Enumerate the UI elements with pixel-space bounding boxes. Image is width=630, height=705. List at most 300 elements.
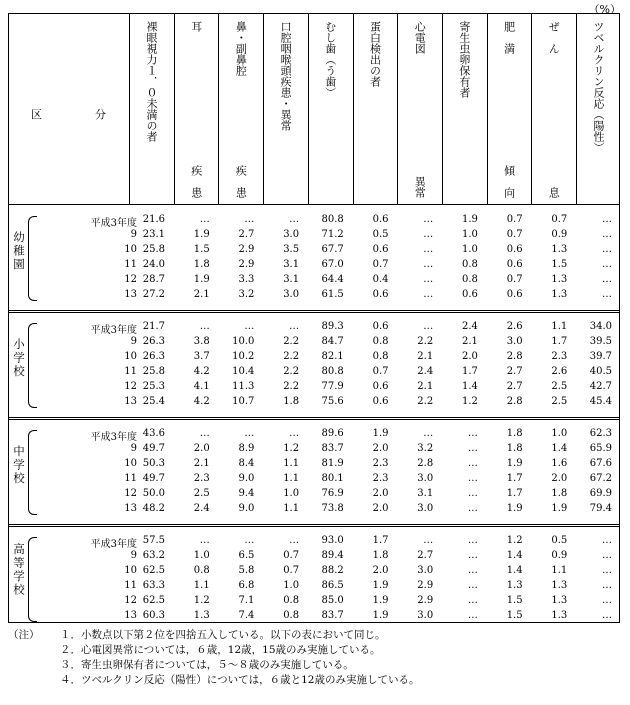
cell: 49.7 <box>142 443 165 454</box>
cell: 2.8 <box>506 396 523 407</box>
cell: … <box>467 443 478 454</box>
cell: … <box>244 535 255 546</box>
cell: 2.3 <box>372 458 389 469</box>
cell: 40.5 <box>589 366 612 377</box>
cell: 0.7 <box>372 259 389 270</box>
cell: 0.7 <box>506 229 523 240</box>
cell: 2.7 <box>417 550 434 561</box>
cell: … <box>602 535 612 546</box>
cell: 1.1 <box>551 565 568 576</box>
cell: 2.4 <box>417 366 434 377</box>
section-rule <box>9 310 619 313</box>
cell: … <box>467 473 478 484</box>
cell: 21.7 <box>142 321 165 332</box>
cell: 3.2 <box>238 289 255 300</box>
cell: 82.1 <box>321 351 344 362</box>
cell: 1.3 <box>506 580 523 591</box>
column-header-1: 裸眼視力１．０未満の者 <box>145 21 158 142</box>
cell: 27.2 <box>142 289 165 300</box>
column-header-6: 蛋白検出の者 <box>368 21 382 87</box>
cell: 0.6 <box>372 396 389 407</box>
cell: 21.6 <box>142 214 165 225</box>
cell: … <box>244 321 255 332</box>
row-year: 10 <box>124 351 137 362</box>
column-header-5: むし歯（う歯） <box>323 21 337 98</box>
cell: 79.4 <box>589 503 612 514</box>
table-row <box>9 458 621 473</box>
cell: 0.9 <box>551 229 568 240</box>
table-row <box>9 229 621 244</box>
cell: 1.7 <box>506 488 523 499</box>
cell: 83.7 <box>321 443 344 454</box>
cell: 2.2 <box>417 336 434 347</box>
cell: 2.0 <box>372 565 389 576</box>
cell: 1.3 <box>551 274 568 285</box>
cell: 0.8 <box>461 274 478 285</box>
row-year: 12 <box>124 488 137 499</box>
row-year: 9 <box>130 443 137 454</box>
cell: 62.3 <box>589 428 612 439</box>
cell: … <box>602 289 612 300</box>
cell: 2.8 <box>417 458 434 469</box>
cell: 1.0 <box>283 580 300 591</box>
cell: 67.7 <box>321 244 344 255</box>
row-year: 9 <box>130 550 137 561</box>
cell: … <box>423 274 434 285</box>
cell: 0.7 <box>551 214 568 225</box>
cell: 2.6 <box>506 321 523 332</box>
cell: 1.1 <box>283 503 300 514</box>
cell: 39.5 <box>589 336 612 347</box>
cell: 86.5 <box>321 580 344 591</box>
header-divider <box>442 14 443 204</box>
row-year: 13 <box>124 289 137 300</box>
cell: 1.7 <box>551 336 568 347</box>
cell: … <box>602 595 612 606</box>
cell: 10.0 <box>232 336 255 347</box>
row-year: 平成3年度 <box>90 539 137 550</box>
cell: 1.8 <box>372 550 389 561</box>
cell: 2.2 <box>283 381 300 392</box>
cell: 2.7 <box>506 366 523 377</box>
cell: 1.9 <box>506 503 523 514</box>
cell: 1.8 <box>506 443 523 454</box>
column-header-11: ツベルクリン反応（陽性） <box>592 21 605 153</box>
cell: 0.6 <box>372 321 389 332</box>
cell: 8.4 <box>238 458 255 469</box>
cell: 1.9 <box>372 595 389 606</box>
cell: … <box>289 321 300 332</box>
cell: … <box>467 503 478 514</box>
cell: 67.6 <box>589 458 612 469</box>
cell: 3.0 <box>417 610 434 621</box>
cell: 2.4 <box>193 503 210 514</box>
cell: 2.7 <box>506 381 523 392</box>
cell: 6.8 <box>238 580 255 591</box>
note-item: １．小数点以下第２位を四捨五入している。以下の表において同じ。 <box>60 629 386 641</box>
table-row <box>9 473 621 488</box>
cell: 1.5 <box>506 595 523 606</box>
cell: 1.9 <box>506 458 523 469</box>
header-divider <box>263 14 264 204</box>
cell: … <box>602 259 612 270</box>
cell: 65.9 <box>589 443 612 454</box>
cell: 1.5 <box>193 244 210 255</box>
section-rule <box>9 524 619 527</box>
cell: 2.0 <box>372 443 389 454</box>
cell: … <box>423 535 434 546</box>
column-header-4: 口腔咽喉頭疾患・異常 <box>279 21 293 131</box>
cell: 75.6 <box>321 396 344 407</box>
column-header-8: 寄生虫卵保有者 <box>457 21 471 98</box>
cell: 2.4 <box>461 321 478 332</box>
kubun-char-2: 分 <box>95 108 106 121</box>
table-row <box>9 565 621 580</box>
cell: 2.5 <box>193 488 210 499</box>
cell: 10.4 <box>232 366 255 377</box>
cell: 9.0 <box>238 473 255 484</box>
cell: 10.7 <box>232 396 255 407</box>
cell: 1.4 <box>461 381 478 392</box>
header-divider <box>353 14 354 204</box>
cell: 1.2 <box>506 535 523 546</box>
cell: 0.6 <box>506 244 523 255</box>
cell: 1.9 <box>372 580 389 591</box>
cell: 43.6 <box>142 428 165 439</box>
cell: 80.1 <box>321 473 344 484</box>
cell: 1.0 <box>283 488 300 499</box>
cell: 2.1 <box>193 289 210 300</box>
cell: 3.7 <box>193 351 210 362</box>
row-year: 10 <box>124 244 137 255</box>
row-year: 12 <box>124 381 137 392</box>
cell: 9.4 <box>238 488 255 499</box>
cell: 1.4 <box>551 443 568 454</box>
cell: 0.5 <box>372 229 389 240</box>
cell: 1.9 <box>193 229 210 240</box>
cell: 4.1 <box>193 381 210 392</box>
cell: 1.9 <box>372 428 389 439</box>
cell: … <box>199 321 210 332</box>
column-header-2: 耳 <box>189 21 203 32</box>
cell: … <box>199 214 210 225</box>
cell: 1.2 <box>461 396 478 407</box>
cell: 3.0 <box>417 565 434 576</box>
cell: 2.2 <box>283 336 300 347</box>
cell: … <box>199 535 210 546</box>
table-row <box>9 244 621 259</box>
column-header-7-sub: 異常 <box>413 176 427 198</box>
table-row <box>9 366 621 381</box>
cell: 1.7 <box>506 473 523 484</box>
column-header-2-sub: 疾 患 <box>189 165 203 198</box>
cell: 39.7 <box>589 351 612 362</box>
row-year: 9 <box>130 229 137 240</box>
cell: 24.0 <box>142 259 165 270</box>
cell: 2.0 <box>551 473 568 484</box>
cell: 28.7 <box>142 274 165 285</box>
cell: 2.0 <box>461 351 478 362</box>
cell: 1.3 <box>551 595 568 606</box>
cell: 1.9 <box>551 503 568 514</box>
cell: 2.9 <box>238 259 255 270</box>
cell: … <box>467 428 478 439</box>
section-label: 小学校 <box>12 337 26 378</box>
cell: 1.1 <box>283 458 300 469</box>
cell: 4.2 <box>193 366 210 377</box>
cell: 1.7 <box>461 366 478 377</box>
cell: 1.2 <box>193 595 210 606</box>
cell: 49.7 <box>142 473 165 484</box>
cell: 7.1 <box>238 595 255 606</box>
cell: 57.5 <box>142 535 165 546</box>
cell: 67.2 <box>589 473 612 484</box>
table-row <box>9 443 621 458</box>
cell: 25.3 <box>142 381 165 392</box>
cell: 0.6 <box>372 289 389 300</box>
section-label: 中学校 <box>12 444 26 485</box>
cell: 2.0 <box>372 488 389 499</box>
cell: 1.8 <box>283 396 300 407</box>
cell: 0.7 <box>506 214 523 225</box>
row-year: 11 <box>124 580 137 591</box>
cell: … <box>602 229 612 240</box>
cell: 2.2 <box>283 351 300 362</box>
cell: … <box>467 550 478 561</box>
cell: 1.4 <box>506 565 523 576</box>
cell: 50.3 <box>142 458 165 469</box>
cell: … <box>602 565 612 576</box>
cell: 3.1 <box>283 259 300 270</box>
cell: 2.2 <box>417 396 434 407</box>
header-divider <box>308 14 309 204</box>
table-row <box>9 396 621 411</box>
header-divider <box>218 14 219 204</box>
cell: 50.0 <box>142 488 165 499</box>
cell: 0.6 <box>506 259 523 270</box>
section-label: 幼稚園 <box>12 230 26 271</box>
cell: 2.6 <box>551 366 568 377</box>
cell: 1.7 <box>372 535 389 546</box>
cell: 23.1 <box>142 229 165 240</box>
cell: 4.2 <box>193 396 210 407</box>
cell: 1.1 <box>283 473 300 484</box>
cell: 3.2 <box>417 443 434 454</box>
cell: 26.3 <box>142 351 165 362</box>
column-header-10: ぜ ん <box>547 21 561 54</box>
row-year: 13 <box>124 503 137 514</box>
cell: 2.0 <box>193 443 210 454</box>
table-row <box>9 214 621 229</box>
cell: 0.6 <box>461 289 478 300</box>
cell: 0.7 <box>283 565 300 576</box>
cell: 85.0 <box>321 595 344 606</box>
cell: … <box>423 214 434 225</box>
cell: 1.1 <box>193 580 210 591</box>
table-row <box>9 381 621 396</box>
cell: 62.5 <box>142 565 165 576</box>
cell: 3.0 <box>506 336 523 347</box>
cell: … <box>467 458 478 469</box>
table-row <box>9 595 621 610</box>
cell: 2.1 <box>417 351 434 362</box>
column-header-9-sub: 傾 向 <box>502 165 516 198</box>
row-year: 平成3年度 <box>90 218 137 229</box>
cell: 63.2 <box>142 550 165 561</box>
cell: … <box>199 428 210 439</box>
cell: 84.7 <box>321 336 344 347</box>
header-divider <box>531 14 532 204</box>
cell: … <box>423 259 434 270</box>
cell: 0.7 <box>506 274 523 285</box>
cell: 2.0 <box>372 503 389 514</box>
cell: … <box>467 580 478 591</box>
cell: 0.8 <box>283 610 300 621</box>
cell: 1.5 <box>506 610 523 621</box>
cell: 81.9 <box>321 458 344 469</box>
row-year: 11 <box>124 259 137 270</box>
cell: 80.8 <box>321 366 344 377</box>
cell: 1.9 <box>461 214 478 225</box>
cell: 0.8 <box>372 336 389 347</box>
cell: 1.2 <box>283 443 300 454</box>
cell: 2.1 <box>461 336 478 347</box>
cell: 1.3 <box>193 610 210 621</box>
section-rule <box>9 204 619 205</box>
cell: 9.0 <box>238 503 255 514</box>
cell: … <box>467 565 478 576</box>
cell: 3.5 <box>283 244 300 255</box>
cell: … <box>467 535 478 546</box>
cell: … <box>244 428 255 439</box>
table-row <box>9 259 621 274</box>
cell: … <box>602 274 612 285</box>
table-row <box>9 351 621 366</box>
cell: … <box>467 610 478 621</box>
cell: … <box>289 214 300 225</box>
cell: 3.3 <box>238 274 255 285</box>
table-row <box>9 289 621 304</box>
cell: 89.6 <box>321 428 344 439</box>
cell: … <box>602 550 612 561</box>
cell: 1.5 <box>551 259 568 270</box>
cell: 7.4 <box>238 610 255 621</box>
cell: 0.6 <box>372 381 389 392</box>
row-year: 9 <box>130 336 137 347</box>
cell: 48.2 <box>142 503 165 514</box>
section-label: 高等学校 <box>12 542 26 597</box>
header-divider <box>129 14 130 204</box>
cell: 2.3 <box>551 351 568 362</box>
cell: 1.3 <box>551 580 568 591</box>
row-year: 11 <box>124 473 137 484</box>
cell: … <box>423 321 434 332</box>
row-year: 11 <box>124 366 137 377</box>
cell: 5.8 <box>238 565 255 576</box>
cell: 80.8 <box>321 214 344 225</box>
cell: 89.3 <box>321 321 344 332</box>
cell: … <box>467 488 478 499</box>
cell: 3.8 <box>193 336 210 347</box>
table-row <box>9 610 621 625</box>
cell: 0.7 <box>283 550 300 561</box>
table-row <box>9 428 621 443</box>
cell: 61.5 <box>321 289 344 300</box>
cell: 1.3 <box>551 244 568 255</box>
cell: 1.8 <box>193 259 210 270</box>
cell: 77.9 <box>321 381 344 392</box>
cell: … <box>423 289 434 300</box>
cell: 10.2 <box>232 351 255 362</box>
column-header-9: 肥 満 <box>502 21 516 54</box>
table-row <box>9 550 621 565</box>
cell: 25.4 <box>142 396 165 407</box>
cell: 1.0 <box>551 428 568 439</box>
row-year: 10 <box>124 565 137 576</box>
header-divider <box>397 14 398 204</box>
cell: 2.1 <box>193 458 210 469</box>
row-year: 13 <box>124 610 137 621</box>
cell: 3.0 <box>283 289 300 300</box>
cell: … <box>423 428 434 439</box>
cell: 2.5 <box>551 396 568 407</box>
row-year: 12 <box>124 274 137 285</box>
cell: 2.1 <box>417 381 434 392</box>
cell: 2.3 <box>372 473 389 484</box>
cell: … <box>602 580 612 591</box>
kubun-char-1: 区 <box>31 108 42 121</box>
cell: 0.4 <box>372 274 389 285</box>
cell: 88.2 <box>321 565 344 576</box>
column-header-3-sub: 疾 患 <box>234 165 248 198</box>
table-row <box>9 321 621 336</box>
cell: 1.9 <box>193 274 210 285</box>
cell: 0.8 <box>461 259 478 270</box>
cell: … <box>244 214 255 225</box>
cell: 26.3 <box>142 336 165 347</box>
cell: 45.4 <box>589 396 612 407</box>
cell: 2.9 <box>417 595 434 606</box>
cell: 2.9 <box>417 580 434 591</box>
cell: 1.0 <box>461 229 478 240</box>
header-divider <box>174 14 175 204</box>
cell: 2.3 <box>193 473 210 484</box>
cell: 0.8 <box>372 351 389 362</box>
table-row <box>9 488 621 503</box>
table-row <box>9 503 621 518</box>
column-header-7: 心電図 <box>413 21 427 54</box>
table-row <box>9 580 621 595</box>
cell: 89.4 <box>321 550 344 561</box>
cell: 6.5 <box>238 550 255 561</box>
cell: 1.6 <box>551 458 568 469</box>
cell: 1.0 <box>193 550 210 561</box>
row-year: 12 <box>124 595 137 606</box>
cell: 0.9 <box>551 550 568 561</box>
cell: 25.8 <box>142 244 165 255</box>
cell: 0.6 <box>506 289 523 300</box>
cell: 34.0 <box>589 321 612 332</box>
cell: … <box>423 244 434 255</box>
cell: 1.1 <box>551 321 568 332</box>
cell: … <box>602 244 612 255</box>
cell: 1.8 <box>551 488 568 499</box>
cell: 62.5 <box>142 595 165 606</box>
cell: 1.3 <box>551 289 568 300</box>
cell: 1.3 <box>551 610 568 621</box>
cell: 3.0 <box>417 473 434 484</box>
cell: 2.9 <box>238 244 255 255</box>
